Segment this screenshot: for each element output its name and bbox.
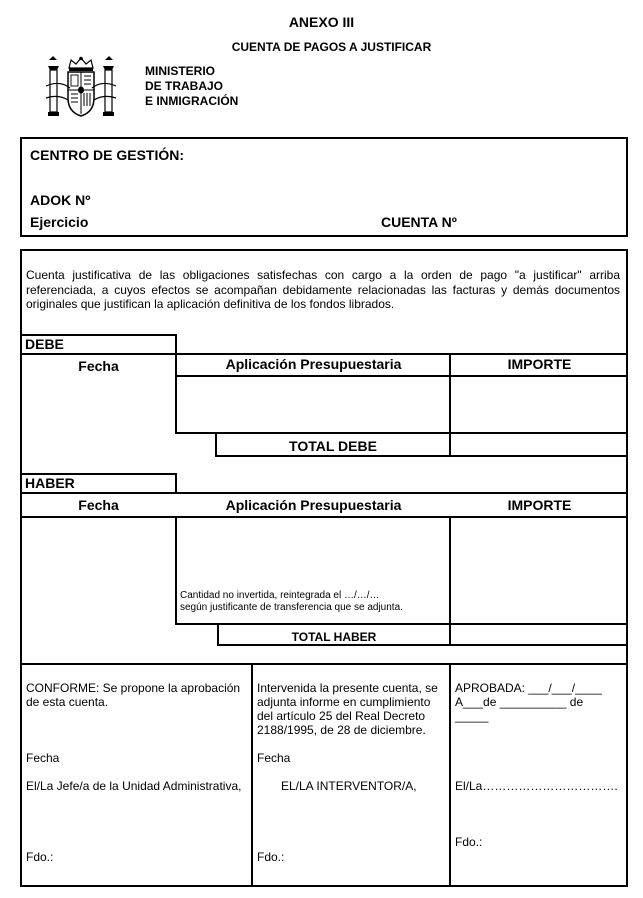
intervenida-text-line-2: adjunta informe en cumplimiento [257,695,431,709]
haber-note-line-1: Cantidad no invertida, reintegrada el …/…/… [180,590,380,601]
debe-col-fecha: Fecha [78,358,119,374]
ministry-line-2: DE TRABAJO [145,79,224,93]
cuenta-label: CUENTA Nº [381,214,457,230]
intervenida-fecha: Fecha [257,751,291,765]
intervenida-text-line-1: Intervenida la presente cuenta, se [257,681,438,695]
jefe-unidad-role: El/La Jefe/a de la Unidad Administrativa, [26,779,242,793]
haber-label: HABER [25,475,75,491]
intervenida-text-line-3: del artículo 25 del Real Decreto [257,709,426,723]
total-debe-label: TOTAL DEBE [289,438,377,454]
intervenida-text-line-4: 2188/1995, de 28 de diciembre. [257,723,426,737]
aprobador-role: El/La……………………………. [455,779,618,793]
aprobada-fdo: Fdo.: [455,835,483,849]
debe-label: DEBE [25,336,64,352]
debe-col-aplicacion: Aplicación Presupuestaria [225,356,402,372]
ejercicio-label: Ejercicio [30,214,89,230]
interventor-role: EL/LA INTERVENTOR/A, [281,779,417,793]
haber-col-importe: IMPORTE [507,497,572,513]
coat-of-arms-icon [44,56,118,122]
adok-label: ADOK Nº [30,192,91,208]
centro-gestion-label: CENTRO DE GESTIÓN: [30,147,185,163]
total-haber-label: TOTAL HABER [291,630,377,644]
haber-note-line-2: según justificante de transferencia que se adjunta. [180,602,403,613]
conforme-fecha: Fecha [26,751,60,765]
haber-col-fecha: Fecha [78,497,119,513]
intervenida-fdo: Fdo.: [257,850,285,864]
aprobada-text-line-1: APROBADA: ___/___/____ [455,681,602,695]
document-title: CUENTA DE PAGOS A JUSTIFICAR [231,40,432,54]
conforme-fdo: Fdo.: [26,850,54,864]
intro-paragraph: Cuenta justificativa de las obligaciones satisfechas con cargo a la orden de pago "a justificar" arriba referenciada, a cuyos efectos se acompañan debidamente relacionadas las facturas y demás documentos originales que justifican la aplicación definitiva de los fondos librados. [26,268,620,311]
ministry-line-1: MINISTERIO [145,64,216,78]
annex-title: ANEXO III [288,14,355,30]
haber-col-aplicacion: Aplicación Presupuestaria [225,497,402,513]
aprobada-text-line-2: A___de __________ de [455,695,584,709]
debe-col-importe: IMPORTE [507,356,572,372]
conforme-text-line-2: de esta cuenta. [26,695,109,709]
ministry-line-3: E INMIGRACIÓN [145,94,239,108]
conforme-text-line-1: CONFORME: Se propone la aprobación [26,681,241,695]
aprobada-text-line-3: _____ [455,709,489,723]
